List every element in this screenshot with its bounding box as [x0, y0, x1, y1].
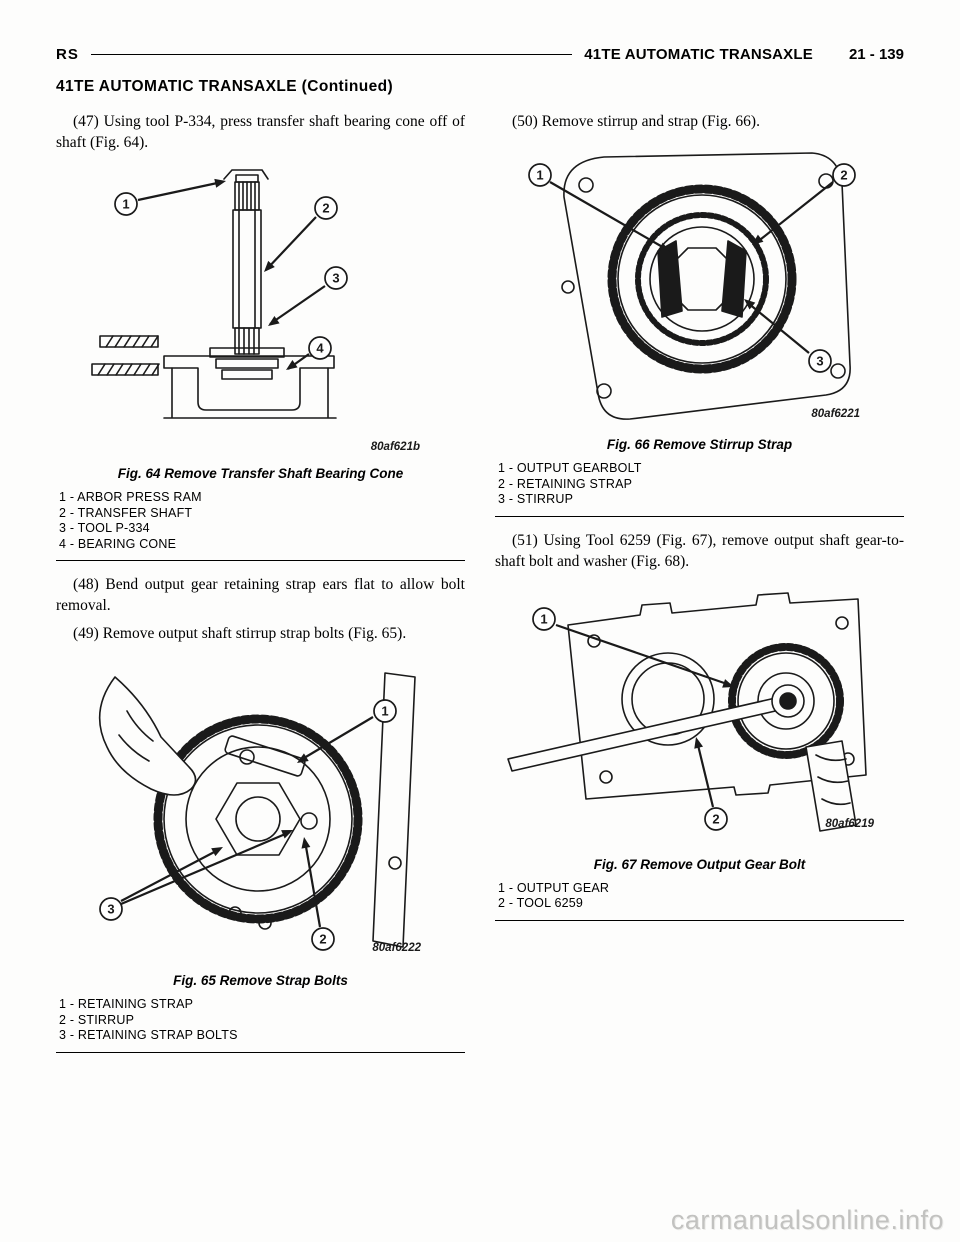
callout-3	[325, 267, 347, 289]
callout-arrow-2	[691, 735, 712, 806]
header-rule	[91, 54, 572, 55]
image-code: 80af621b	[370, 441, 420, 453]
figure-65	[56, 651, 465, 1053]
watermark: carmanualsonline.info	[670, 1205, 944, 1235]
step-50: (50) Remove stirrup and strap (Fig. 66).	[512, 113, 760, 130]
page-header	[56, 46, 904, 63]
image-code: 80af6222	[372, 942, 421, 954]
callout-2	[705, 808, 727, 830]
figure-66-legend	[495, 461, 904, 517]
figure-64-caption: Fig. 64 Remove Transfer Shaft Bearing Cone	[117, 466, 404, 481]
callout-2	[312, 928, 334, 950]
legend-item: 2 - STIRRUP	[59, 1012, 135, 1027]
figure-66-art	[500, 139, 900, 427]
svg-text:2: 2	[839, 167, 848, 183]
line-art	[100, 673, 415, 947]
svg-text:3: 3	[331, 270, 340, 286]
legend-item: 2 - RETAINING STRAP	[498, 476, 633, 491]
callout-2	[315, 197, 337, 219]
callout-1	[374, 700, 396, 722]
figure-64-legend	[56, 490, 465, 561]
left-column	[56, 109, 465, 1066]
svg-text:1: 1	[121, 196, 130, 212]
callout-1	[115, 193, 137, 215]
section-title: 41TE AUTOMATIC TRANSAXLE	[584, 46, 813, 63]
transfer-shaft-press-drawing	[86, 160, 436, 456]
step-51: (51) Using Tool 6259 (Fig. 67), remove output shaft gear-to-shaft bolt and washer (Fig. 68).	[495, 531, 904, 570]
figure-67	[495, 579, 904, 921]
legend-item: 3 - TOOL P-334	[59, 521, 150, 535]
step-47: (47) Using tool P-334, press transfer shaft bearing cone off of shaft (Fig. 64).	[56, 113, 465, 151]
callout-1	[529, 164, 551, 186]
legend-item: 1 - RETAINING STRAP	[59, 997, 194, 1011]
continued-heading: 41TE AUTOMATIC TRANSAXLE (Continued)	[56, 78, 394, 95]
svg-text:4: 4	[315, 340, 324, 356]
callout-3	[100, 898, 122, 920]
svg-text:3: 3	[815, 353, 824, 369]
figure-66	[495, 139, 904, 517]
callout-1	[533, 608, 555, 630]
callout-2	[833, 164, 855, 186]
legend-item: 2 - TOOL 6259	[498, 896, 584, 910]
line-art	[508, 593, 866, 831]
callout-arrow-4	[283, 354, 309, 374]
stirrup-strap-drawing	[500, 139, 900, 427]
callout-3	[809, 350, 831, 372]
legend-item: 1 - OUTPUT GEARBOLT	[498, 461, 642, 475]
figure-65-legend	[56, 997, 465, 1053]
svg-text:2: 2	[711, 811, 720, 826]
figure-64-art	[86, 160, 436, 456]
figure-66-caption: Fig. 66 Remove Stirrup Strap	[606, 437, 793, 452]
callout-4	[309, 337, 331, 359]
legend-item: 1 - ARBOR PRESS RAM	[59, 490, 202, 504]
figure-65-caption: Fig. 65 Remove Strap Bolts	[173, 973, 348, 988]
svg-text:1: 1	[535, 167, 544, 183]
svg-text:2: 2	[321, 200, 330, 216]
strap-bolts-drawing	[73, 651, 448, 963]
page-number: 21 - 139	[848, 46, 904, 63]
legend-item: 4 - BEARING CONE	[59, 536, 177, 551]
image-code: 80af6221	[810, 408, 860, 420]
callout-arrow-1	[138, 177, 227, 200]
callout-arrow-2	[300, 836, 320, 927]
legend-item: 1 - OUTPUT GEAR	[498, 880, 610, 895]
doc-code: RS	[56, 46, 79, 63]
callout-arrow-3	[265, 286, 325, 330]
line-art	[562, 153, 850, 419]
svg-text:3: 3	[107, 901, 115, 917]
svg-text:1: 1	[381, 703, 389, 719]
output-gear-bolt-drawing	[500, 579, 900, 847]
legend-item: 2 - TRANSFER SHAFT	[59, 505, 193, 520]
step-49: (49) Remove output shaft stirrup strap bolts (Fig. 65).	[73, 625, 407, 642]
figure-67-caption: Fig. 67 Remove Output Gear Bolt	[593, 856, 806, 872]
callout-arrow-2	[260, 217, 315, 275]
svg-text:2: 2	[319, 931, 327, 947]
step-48: (48) Bend output gear retaining strap ears flat to allow bolt removal.	[56, 576, 465, 614]
figure-67-legend	[495, 881, 904, 921]
callout-arrow-3	[741, 296, 809, 353]
image-code: 80af6219	[824, 817, 874, 830]
svg-text:1: 1	[539, 611, 548, 626]
figure-65-art	[73, 651, 448, 963]
two-column-layout	[56, 109, 904, 1066]
figure-64	[56, 160, 465, 561]
legend-item: 3 - RETAINING STRAP BOLTS	[59, 1028, 238, 1042]
figure-67-art	[500, 579, 900, 847]
right-column	[495, 109, 904, 1066]
legend-item: 3 - STIRRUP	[498, 492, 574, 506]
